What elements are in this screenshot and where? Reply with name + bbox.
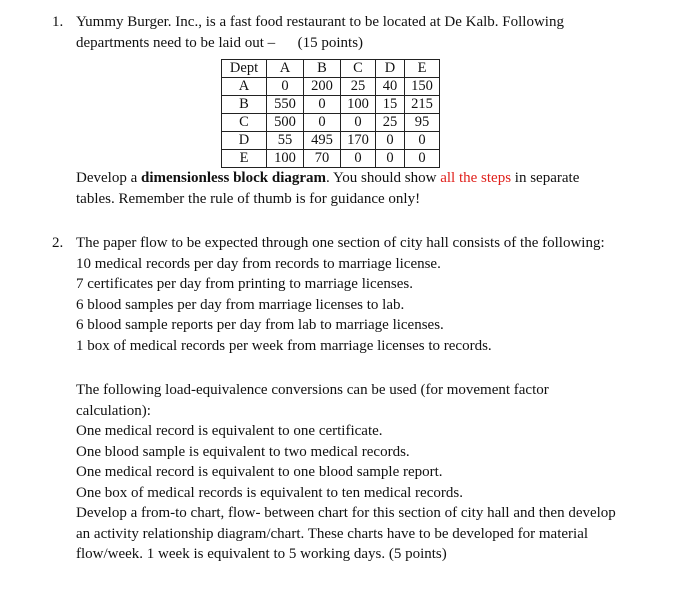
table-cell: 0 [304,96,341,114]
question-2-conversion-line: Develop a from-to chart, flow- between chart for this section of city hall and then develop [76,505,616,521]
question-1-intro [76,12,676,53]
question-1-line-1: Yummy Burger. Inc., is a fast food restaurant to be located at De Kalb. Following [76,14,564,30]
table-cell: 25 [341,78,376,96]
table-row [222,78,440,96]
table-cell: C [222,114,267,132]
table-row [222,150,440,168]
table-row [222,114,440,132]
question-2-line: 6 blood samples per day from marriage licenses to lab. [76,296,405,313]
table-cell: D [222,132,267,150]
question-1-line-2: departments need to be laid out – (15 points) [76,34,364,51]
table-cell: 40 [376,78,405,96]
table-cell: 200 [304,78,341,96]
table-header-cell: D [376,60,405,78]
question-2-conversion-line: One box of medical records is equivalent to ten medical records. [76,484,463,501]
table-cell: 0 [267,78,304,96]
table-cell: 100 [341,96,376,114]
table-cell: 25 [376,114,405,132]
table-header-cell: E [405,60,440,78]
question-1-instruction-line-1 [76,168,676,189]
table-cell: 55 [267,132,304,150]
table-header-cell: A [267,60,304,78]
table-cell: 215 [405,96,440,114]
instruction-text: . You should show [326,170,441,186]
table-cell: 95 [405,114,440,132]
question-2-conversion-line: One medical record is equivalent to one blood sample report. [76,464,443,480]
instruction-highlight-text: all the steps [440,170,512,186]
question-2-conversion-line: One medical record is equivalent to one certificate. [76,423,383,439]
table-cell: B [222,96,267,114]
question-2-conversion-line: The following load-equivalence conversions can be used (for movement factor [76,382,549,398]
question-2-conversion-line: flow/week. 1 week is equivalent to 5 working days. (5 points) [76,546,447,562]
question-1-instruction-line-2: tables. Remember the rule of thumb is for guidance only! [76,190,421,207]
table-cell: 0 [304,114,341,132]
question-1-number: 1. [52,14,64,30]
table-cell: 0 [341,114,376,132]
question-2-line: The paper flow to be expected through one section of city hall consists of the following: [76,235,605,251]
table-cell: 0 [341,150,376,168]
department-flow-table [221,59,440,168]
table-cell: A [222,78,267,96]
table-header-cell: Dept [222,60,267,78]
table-cell: 0 [405,150,440,168]
question-2-conversion-line: an activity relationship diagram/chart. These charts have to be developed for material [76,525,589,542]
table-cell: 70 [304,150,341,168]
question-2-line: 1 box of medical records per week from marriage licenses to records. [76,337,492,354]
table-row [222,132,440,150]
table-cell: 0 [376,150,405,168]
table-header-row [222,60,440,78]
table-cell: E [222,150,267,168]
table-cell: 100 [267,150,304,168]
table-cell: 170 [341,132,376,150]
table-header-cell: C [341,60,376,78]
table-cell: 550 [267,96,304,114]
table-cell: 150 [405,78,440,96]
question-2-flow-list [76,233,676,356]
question-2-line: 6 blood sample reports per day from lab to marriage licenses. [76,317,444,333]
question-2-conversion-line: One blood sample is equivalent to two medical records. [76,443,410,460]
question-2-line: 7 certificates per day from printing to marriage licenses. [76,276,413,292]
table-cell: 0 [405,132,440,150]
question-2-number: 2. [52,235,64,251]
question-2-conversion-line: calculation): [76,402,151,419]
table-cell: 495 [304,132,341,150]
instruction-text: Develop a [76,170,141,186]
question-1-instructions [76,168,676,209]
question-2-line: 10 medical records per day from records to marriage license. [76,255,441,272]
table-cell: 500 [267,114,304,132]
table-header-cell: B [304,60,341,78]
table-cell: 0 [376,132,405,150]
instruction-bold-text: dimensionless block diagram [140,170,327,186]
table-row [222,96,440,114]
instruction-text: in separate [511,170,580,186]
table-cell: 15 [376,96,405,114]
question-2-conversions [76,380,676,565]
